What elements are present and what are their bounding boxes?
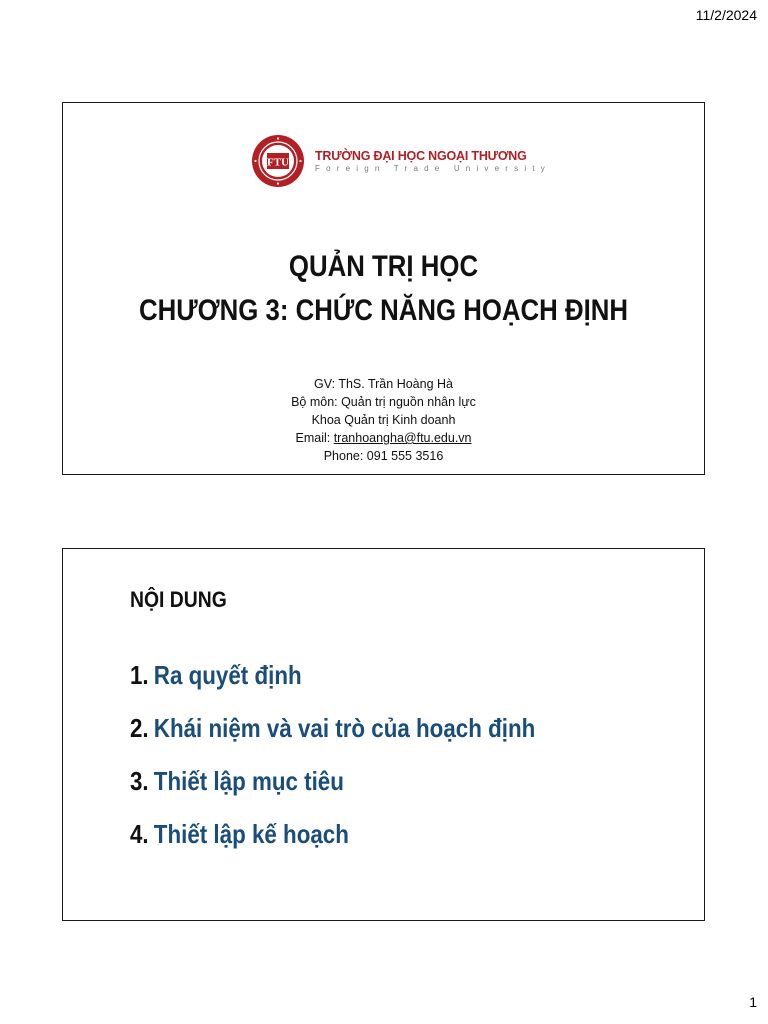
lecturer-info	[63, 375, 704, 465]
department: Bộ môn: Quản trị nguồn nhân lực	[291, 395, 476, 409]
faculty: Khoa Quản trị Kinh doanh	[311, 413, 456, 427]
university-name: TRƯỜNG ĐẠI HỌC NGOẠI THƯƠNG	[315, 149, 527, 163]
contents-heading: NỘI DUNG	[130, 587, 227, 612]
list-item	[130, 755, 535, 808]
item-text: Thiết lập kế hoạch	[153, 819, 349, 849]
item-number: 2.	[130, 713, 149, 743]
page-number: 1	[749, 994, 757, 1010]
phone: Phone: 091 555 3516	[323, 449, 444, 463]
contents-list	[130, 649, 601, 861]
item-number: 3.	[130, 766, 149, 796]
course-title: QUẢN TRỊ HỌC	[288, 250, 479, 283]
slide-title	[63, 245, 704, 333]
title-slide	[62, 102, 705, 475]
list-item	[130, 649, 535, 702]
print-date: 11/2/2024	[695, 7, 757, 23]
university-subtitle: Foreign Trade University	[315, 164, 551, 173]
item-number: 1.	[130, 660, 149, 690]
contents-slide	[62, 548, 705, 921]
list-item	[130, 702, 535, 755]
item-text: Ra quyết định	[153, 660, 302, 690]
ftu-seal-icon	[251, 134, 305, 188]
item-text: Khái niệm và vai trò của hoạch định	[153, 713, 536, 743]
email-label: Email:	[295, 431, 334, 445]
item-number: 4.	[130, 819, 149, 849]
seal-letters: FTU	[267, 156, 289, 169]
item-text: Thiết lập mục tiêu	[153, 766, 344, 796]
chapter-title: CHƯƠNG 3: CHỨC NĂNG HOẠCH ĐỊNH	[138, 294, 629, 327]
university-logo	[251, 133, 551, 189]
email-line	[63, 429, 704, 447]
lecturer-name: GV: ThS. Trần Hoàng Hà	[314, 377, 453, 391]
email-link[interactable]: tranhoangha@ftu.edu.vn	[333, 431, 472, 445]
list-item	[130, 808, 535, 861]
